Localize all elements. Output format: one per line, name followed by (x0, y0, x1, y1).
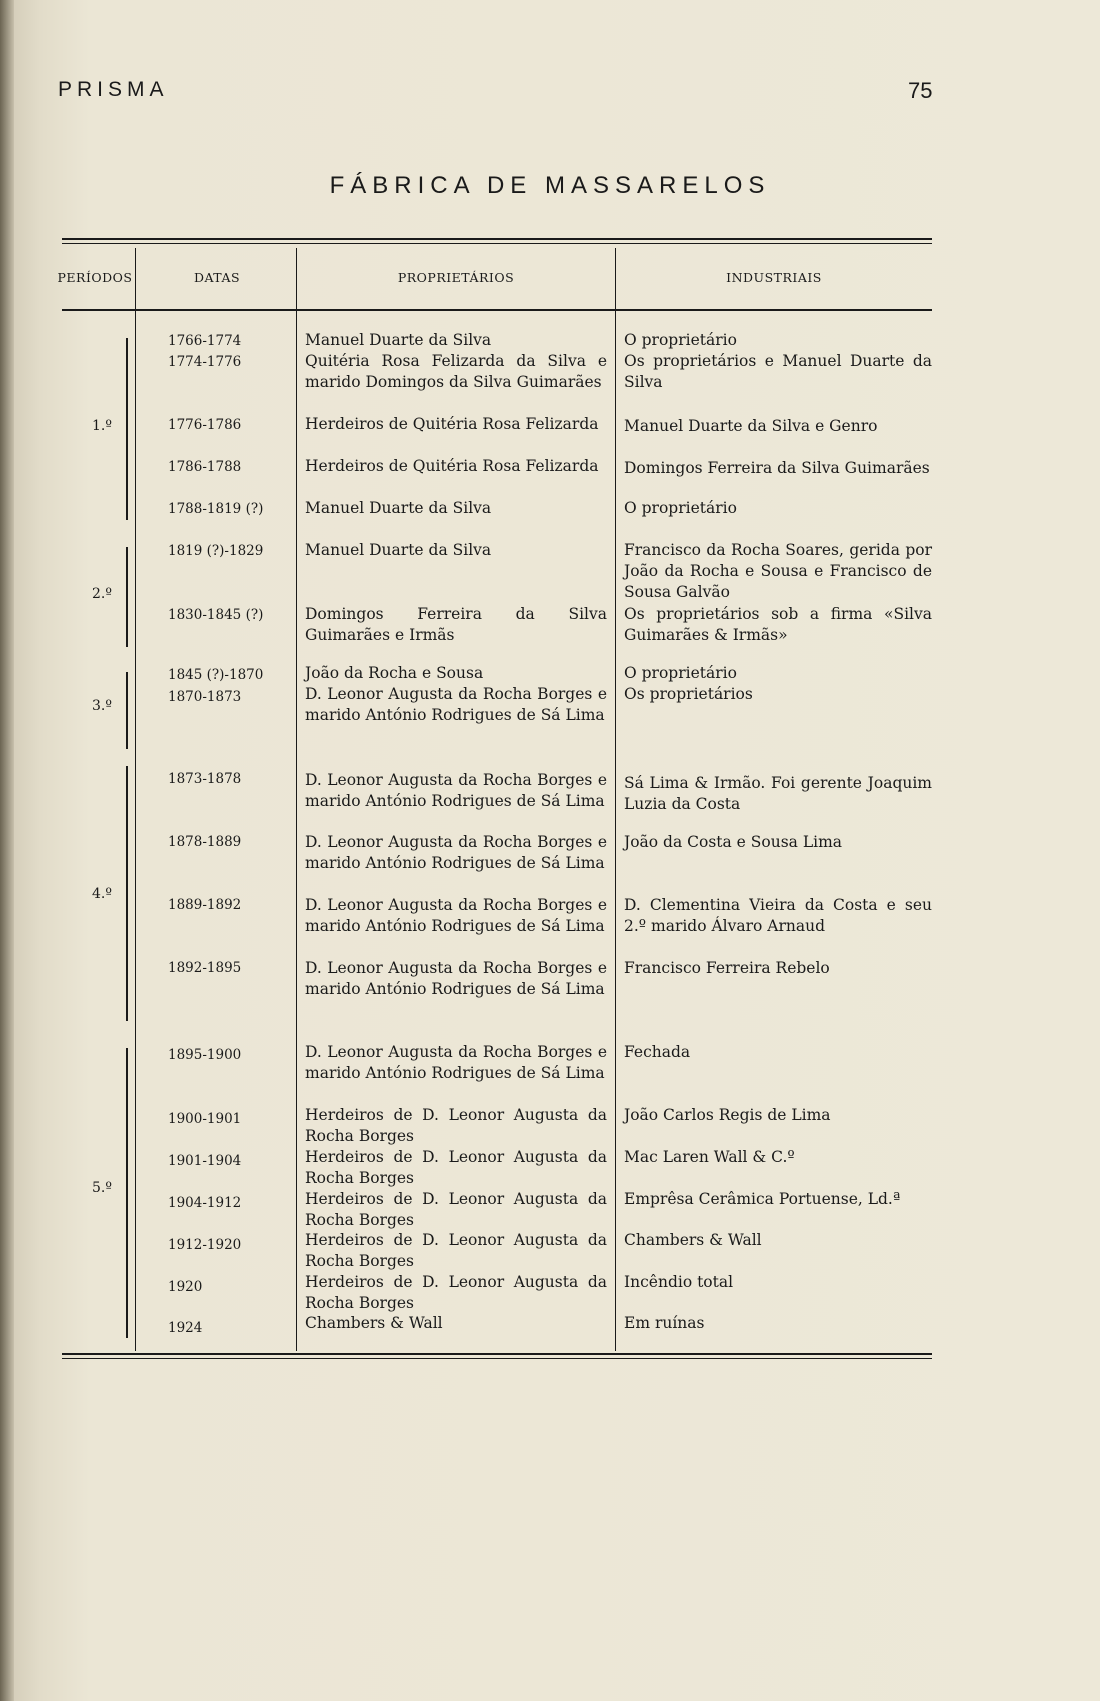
header-rule (62, 309, 932, 311)
page-title: FÁBRICA DE MASSARELOS (329, 172, 771, 199)
row-date: 1892-1895 (168, 960, 242, 976)
row-date: 1901-1904 (168, 1153, 242, 1169)
row-industriais: O proprietário (624, 664, 737, 682)
row-proprietarios: Quitéria Rosa Felizarda da Silva e marido Domingos da Silva Guimarães (305, 352, 607, 391)
table-top-rule-thin (62, 243, 932, 244)
row-date: 1920 (168, 1279, 203, 1295)
row-date: 1774-1776 (168, 354, 242, 370)
running-head: PRISMA (58, 78, 169, 101)
period-brace (126, 672, 134, 749)
row-proprietarios: Domingos Ferreira da Silva Guimarães e Irmãs (305, 605, 607, 644)
row-date: 1845 (?)-1870 (168, 667, 264, 683)
row-date: 1870-1873 (168, 689, 242, 705)
row-date: 1912-1920 (168, 1237, 242, 1253)
row-proprietarios: Herdeiros de D. Leonor Augusta da Rocha Borges (305, 1106, 607, 1145)
row-date: 1895-1900 (168, 1047, 242, 1063)
row-industriais: Em ruínas (624, 1314, 705, 1332)
header-proprietarios: PROPRIETÁRIOS (397, 270, 515, 285)
row-date: 1904-1912 (168, 1195, 242, 1211)
row-proprietarios: Manuel Duarte da Silva (305, 331, 492, 349)
row-proprietarios: D. Leonor Augusta da Rocha Borges e marido António Rodrigues de Sá Lima (305, 959, 607, 998)
row-industriais: Domingos Ferreira da Silva Guimarães (624, 459, 930, 477)
period-label: 2.º (92, 586, 112, 602)
column-divider (615, 248, 616, 1351)
row-industriais: Emprêsa Cerâmica Portuense, Ld.ª (624, 1190, 901, 1208)
row-proprietarios: D. Leonor Augusta da Rocha Borges e marido António Rodrigues de Sá Lima (305, 833, 607, 872)
row-date: 1889-1892 (168, 897, 242, 913)
row-proprietarios: Herdeiros de Quitéria Rosa Felizarda (305, 457, 599, 475)
row-industriais: D. Clementina Vieira da Costa e seu 2.º marido Álvaro Arnaud (624, 896, 932, 935)
table-bottom-rule (62, 1353, 932, 1355)
row-industriais: Os proprietários e Manuel Duarte da Silva (624, 352, 932, 391)
row-date: 1786-1788 (168, 459, 242, 475)
row-date: 1766-1774 (168, 333, 242, 349)
row-date: 1873-1878 (168, 771, 242, 787)
row-industriais: Incêndio total (624, 1273, 734, 1291)
row-date: 1900-1901 (168, 1111, 242, 1127)
row-proprietarios: D. Leonor Augusta da Rocha Borges e marido António Rodrigues de Sá Lima (305, 685, 607, 724)
period-label: 3.º (92, 698, 112, 714)
row-proprietarios: Herdeiros de D. Leonor Augusta da Rocha Borges (305, 1273, 607, 1312)
row-industriais: Manuel Duarte da Silva e Genro (624, 417, 878, 435)
book-gutter (0, 0, 14, 1701)
row-industriais: Francisco da Rocha Soares, gerida por João da Rocha e Sousa e Francisco de Sousa Galvão (624, 541, 932, 601)
row-proprietarios: Herdeiros de D. Leonor Augusta da Rocha Borges (305, 1231, 607, 1270)
column-divider (135, 248, 136, 1351)
row-date: 1819 (?)-1829 (168, 543, 264, 559)
period-label: 5.º (92, 1180, 112, 1196)
row-industriais: João da Costa e Sousa Lima (624, 833, 843, 851)
row-industriais: Os proprietários (624, 685, 753, 703)
row-industriais: Os proprietários sob a firma «Silva Guimarães & Irmãs» (624, 605, 932, 644)
period-brace (126, 766, 134, 1021)
column-divider (296, 248, 297, 1351)
row-industriais: O proprietário (624, 331, 737, 349)
row-date: 1830-1845 (?) (168, 607, 264, 623)
header-datas: DATAS (193, 270, 241, 285)
row-industriais: O proprietário (624, 499, 737, 517)
header-industriais: INDUSTRIAIS (726, 270, 822, 285)
row-proprietarios: Herdeiros de Quitéria Rosa Felizarda (305, 415, 599, 433)
header-periodos: PERÍODOS (57, 270, 133, 285)
row-date: 1878-1889 (168, 834, 242, 850)
row-industriais: Chambers & Wall (624, 1231, 762, 1249)
row-proprietarios: Manuel Duarte da Silva (305, 499, 492, 517)
row-proprietarios: D. Leonor Augusta da Rocha Borges e marido António Rodrigues de Sá Lima (305, 1043, 607, 1082)
row-proprietarios: D. Leonor Augusta da Rocha Borges e marido António Rodrigues de Sá Lima (305, 771, 607, 810)
row-industriais: Francisco Ferreira Rebelo (624, 959, 830, 977)
row-date: 1776-1786 (168, 417, 242, 433)
row-proprietarios: D. Leonor Augusta da Rocha Borges e marido António Rodrigues de Sá Lima (305, 896, 607, 935)
row-industriais: Sá Lima & Irmão. Foi gerente Joaquim Luzia da Costa (624, 774, 932, 813)
row-date: 1788-1819 (?) (168, 501, 264, 517)
table-top-rule (62, 238, 932, 240)
period-brace (126, 547, 134, 647)
period-label: 4.º (92, 886, 112, 902)
row-proprietarios: Herdeiros de D. Leonor Augusta da Rocha Borges (305, 1148, 607, 1187)
row-industriais: João Carlos Regis de Lima (624, 1106, 831, 1124)
period-label: 1.º (92, 418, 112, 434)
row-date: 1924 (168, 1320, 203, 1336)
page-number: 75 (908, 78, 933, 103)
row-industriais: Fechada (624, 1043, 691, 1061)
table-bottom-rule-thin (62, 1358, 932, 1359)
row-industriais: Mac Laren Wall & C.º (624, 1148, 795, 1166)
period-brace (126, 338, 134, 520)
period-brace (126, 1048, 134, 1338)
row-proprietarios: Chambers & Wall (305, 1314, 443, 1332)
row-proprietarios: Herdeiros de D. Leonor Augusta da Rocha Borges (305, 1190, 607, 1229)
row-proprietarios: Manuel Duarte da Silva (305, 541, 492, 559)
row-proprietarios: João da Rocha e Sousa (305, 664, 484, 682)
